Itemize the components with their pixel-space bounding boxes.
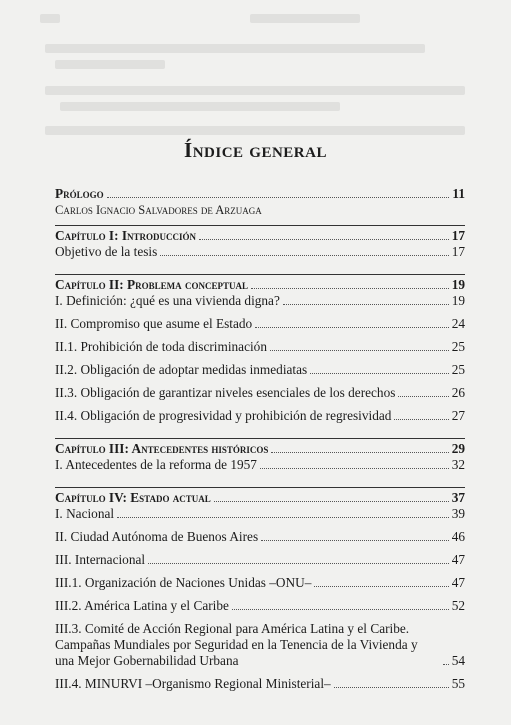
toc-entry[interactable] xyxy=(55,408,465,424)
page-number: 24 xyxy=(451,316,465,331)
toc-entry[interactable] xyxy=(55,529,465,545)
entry-label: Prólogo xyxy=(55,186,104,201)
page-number: 32 xyxy=(451,457,465,472)
page-number: 11 xyxy=(452,186,465,201)
section-divider xyxy=(55,274,465,275)
toc-entry[interactable] xyxy=(55,575,465,591)
entry-label: Capítulo II: Problema conceptual xyxy=(55,277,248,292)
entry-label: Capítulo III: Antecedentes históricos xyxy=(55,441,269,456)
page-number: 55 xyxy=(451,676,465,691)
toc-entry[interactable] xyxy=(55,676,465,692)
entry-label: I. Antecedentes de la reforma de 1957 xyxy=(55,457,257,472)
show-through-text xyxy=(0,0,511,140)
entry-label: III.2. América Latina y el Caribe xyxy=(55,598,229,613)
toc-entry[interactable] xyxy=(55,339,465,355)
page-number: 47 xyxy=(451,552,465,567)
toc-entry[interactable] xyxy=(55,598,465,614)
entry-label: I. Definición: ¿qué es una vivienda digna? xyxy=(55,293,280,308)
toc-entry[interactable] xyxy=(55,457,465,473)
chapter-heading[interactable] xyxy=(55,277,465,293)
page-number: 26 xyxy=(451,385,465,400)
entry-label: Capítulo I: Introducción xyxy=(55,228,197,243)
dot-leader xyxy=(232,609,449,610)
dot-leader xyxy=(283,304,449,305)
page-number: 39 xyxy=(451,506,465,521)
entry-label: II. Compromiso que asume el Estado xyxy=(55,316,253,331)
page-number: 25 xyxy=(451,339,465,354)
dot-leader xyxy=(251,288,449,289)
toc-entry[interactable] xyxy=(55,385,465,401)
toc-entry[interactable] xyxy=(55,621,465,669)
section-divider xyxy=(55,225,465,226)
entry-label: II.2. Obligación de adoptar medidas inmediatas xyxy=(55,362,308,377)
dot-leader xyxy=(314,586,448,587)
page-title: Índice general xyxy=(184,138,327,162)
dot-leader xyxy=(310,373,449,374)
page-number: 29 xyxy=(451,441,465,456)
dot-leader xyxy=(398,396,448,397)
dot-leader xyxy=(270,350,449,351)
toc-entry[interactable] xyxy=(55,506,465,522)
entry-label: I. Nacional xyxy=(55,506,115,521)
dot-leader xyxy=(394,419,448,420)
page-number: 47 xyxy=(451,575,465,590)
dot-leader xyxy=(214,501,449,502)
entry-label: III.3. Comité de Acción Regional para América Latina y el Caribe. Campañas Mundiales por Seguridad en la Tenencia de la Vivienda y una Mejor Gobernabilidad Urbana xyxy=(55,621,418,668)
chapter-heading[interactable] xyxy=(55,228,465,244)
toc-entry[interactable] xyxy=(55,362,465,378)
page-number: 19 xyxy=(451,277,465,292)
page-number: 17 xyxy=(451,244,465,259)
chapter-heading[interactable] xyxy=(55,186,465,202)
dot-leader xyxy=(261,540,449,541)
dot-leader xyxy=(148,563,449,564)
entry-label: II. Ciudad Autónoma de Buenos Aires xyxy=(55,529,259,544)
entry-label: Capítulo IV: Estado actual xyxy=(55,490,211,505)
dot-leader xyxy=(334,687,449,688)
chapter-heading[interactable] xyxy=(55,441,465,457)
entry-label: III. Internacional xyxy=(55,552,146,567)
page-number: 25 xyxy=(451,362,465,377)
dot-leader xyxy=(443,664,449,665)
entry-label: II.4. Obligación de progresividad y prohibición de regresividad xyxy=(55,408,392,423)
toc-entry[interactable] xyxy=(55,244,465,260)
dot-leader xyxy=(271,452,448,453)
page-number: 54 xyxy=(451,653,465,668)
chapter-heading[interactable] xyxy=(55,490,465,506)
page-number: 19 xyxy=(451,293,465,308)
section-divider xyxy=(55,438,465,439)
page-number: 37 xyxy=(451,490,465,505)
dot-leader xyxy=(260,468,449,469)
dot-leader xyxy=(107,197,450,198)
table-of-contents xyxy=(55,186,465,699)
toc-entry[interactable] xyxy=(55,316,465,332)
entry-label: Objetivo de la tesis xyxy=(55,244,158,259)
prologue-author: Carlos Ignacio Salvadores de Arzuaga xyxy=(55,203,262,217)
toc-entry[interactable] xyxy=(55,552,465,568)
dot-leader xyxy=(199,239,449,240)
toc-entry[interactable] xyxy=(55,293,465,309)
dot-leader xyxy=(255,327,449,328)
section-divider xyxy=(55,487,465,488)
page-number: 46 xyxy=(451,529,465,544)
entry-label: III.4. MINURVI –Organismo Regional Ministerial– xyxy=(55,676,331,691)
dot-leader xyxy=(117,517,449,518)
entry-label: III.1. Organización de Naciones Unidas –ONU– xyxy=(55,575,312,590)
entry-label: II.1. Prohibición de toda discriminación xyxy=(55,339,267,354)
page-number: 52 xyxy=(451,598,465,613)
entry-label: II.3. Obligación de garantizar niveles esenciales de los derechos xyxy=(55,385,396,400)
page-number: 17 xyxy=(451,228,465,243)
page-number: 27 xyxy=(451,408,465,423)
dot-leader xyxy=(160,255,448,256)
